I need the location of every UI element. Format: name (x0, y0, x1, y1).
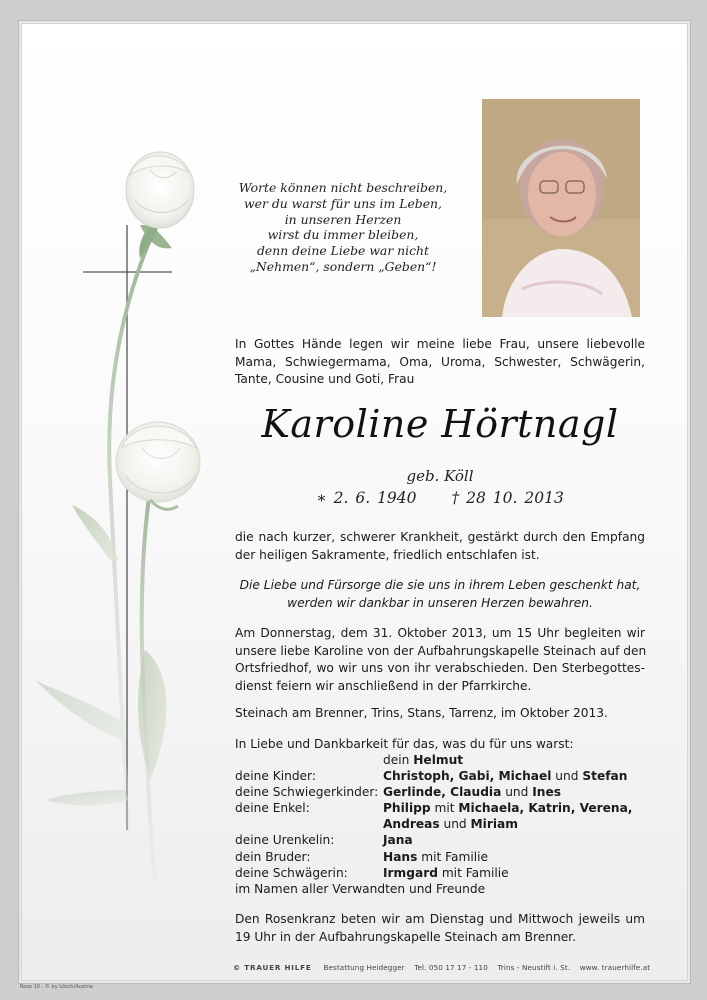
grandchild-name: Miriam (470, 817, 518, 832)
illness-line: die nach kurzer, schwerer Krankheit, gestärkt durch den Empfang (235, 530, 645, 544)
birth-date: ∗ 2. 6. 1940 (316, 489, 417, 507)
with-word: mit (434, 801, 455, 816)
intro-line: Mama, Schwiegermama, Oma, Uroma, Schwester, Schwägerin, (235, 354, 645, 369)
poem-line: in unseren Herzen (284, 211, 402, 227)
poem-line: „Nehmen“, sondern „Geben“! (249, 258, 437, 274)
quote-line: Die Liebe und Fürsorge die sie uns in ihrem Leben geschenkt hat, (239, 578, 641, 592)
intro-text (235, 336, 645, 389)
greatgrandchild-name: Jana (383, 833, 413, 848)
grandchild-name: Andreas (383, 817, 440, 832)
funeral-company: Bestattung Heidegger (323, 963, 405, 972)
sisterinlaw-name: Irmgard (383, 865, 438, 880)
footer-location: Trins - Neustift i. St. (497, 963, 571, 972)
poem-line: Worte können nicht beschreiben, (238, 180, 448, 195)
husband-prefix: dein (383, 753, 410, 767)
closing-line: im Namen aller Verwandten und Freunde (235, 881, 486, 896)
husband-name: Helmut (413, 753, 464, 767)
and-word: und (555, 769, 579, 784)
funeral-line: Ortsfriedhof, wo wir uns von ihr verabschieden. Den Sterbegottes- (235, 661, 645, 675)
death-date: † 28 10. 2013 (451, 489, 564, 507)
inlaws-names: Gerlinde, Claudia (383, 785, 502, 800)
and-word: und (505, 785, 529, 800)
rosary-text (235, 911, 645, 946)
poem-line: denn deine Liebe war nicht (256, 243, 430, 259)
family-suffix: mit Familie (441, 865, 509, 880)
illness-text (235, 529, 645, 564)
family-suffix: mit Familie (421, 849, 489, 864)
deceased-name: Karoline Hörtnagl (261, 402, 619, 446)
footer (233, 963, 653, 972)
funeral-line: unsere liebe Karoline von der Aufbahrungskapelle Steinach auf den (235, 643, 647, 658)
mourner-row-brother (235, 850, 645, 866)
grandchild-names: Michaela, Katrin, Verena, (458, 801, 633, 816)
quote-text (235, 577, 645, 612)
life-dates (235, 489, 645, 507)
funeral-line: Am Donnerstag, dem 31. Oktober 2013, um 15 Uhr begleiten wir (235, 626, 645, 640)
rosary-line: 19 Uhr in der Aufbahrungskapelle Steinach am Brenner. (235, 929, 576, 944)
maiden-name: geb. Köll (406, 467, 474, 485)
poem-line: wer du warst für uns im Leben, (244, 195, 442, 211)
illness-line: der heiligen Sakramente, friedlich entschlafen ist. (235, 547, 540, 562)
mourner-row-sisterinlaw (235, 866, 645, 882)
mourner-row-grandchildren-cont (235, 817, 645, 833)
mourners-list (235, 753, 645, 898)
inlaws-last: Ines (532, 785, 561, 800)
brother-label: dein Bruder: (235, 849, 311, 864)
top-rose (126, 152, 194, 228)
trauerhilfe-logo: © TRAUER HILFE (233, 963, 312, 972)
place-date: Steinach am Brenner, Trins, Stans, Tarrenz, im Oktober 2013. (235, 706, 608, 720)
quote-line: werden wir dankbar in unseren Herzen bewahren. (287, 595, 593, 610)
image-credit: Rose 10 - © by Lösch/Austria (20, 984, 93, 990)
inlaws-label: deine Schwiegerkinder: (235, 785, 379, 800)
poem (205, 180, 481, 275)
children-last: Stefan (582, 769, 628, 784)
poem-line: wirst du immer bleiben, (267, 227, 419, 243)
rosary-line: Den Rosenkranz beten wir am Dienstag und Mittwoch jeweils um (235, 912, 645, 926)
phone-number: Tel. 050 17 17 - 110 (414, 963, 488, 972)
and-word: und (443, 817, 467, 832)
mourner-row-husband (235, 753, 645, 769)
mourners-intro: In Liebe und Dankbarkeit für das, was du für uns warst: (235, 737, 574, 751)
intro-line: In Gottes Hände legen wir meine liebe Frau, unsere liebevolle (235, 337, 645, 351)
intro-line: Tante, Cousine und Goti, Frau (235, 372, 415, 386)
lower-rose (116, 422, 200, 509)
mourner-row-greatgrandchild (235, 833, 645, 849)
grandchildren-label: deine Enkel: (235, 801, 310, 816)
mourner-row-closing (235, 882, 645, 898)
website-link[interactable]: www. trauerhilfe.at (579, 963, 651, 972)
mourner-row-children (235, 769, 645, 785)
funeral-line: dienst feiern wir anschließend in der Pfarrkirche. (235, 678, 532, 693)
mourner-row-inlaws (235, 785, 645, 801)
children-label: deine Kinder: (235, 769, 316, 784)
portrait-photo (482, 99, 640, 317)
greatgrandchild-label: deine Urenkelin: (235, 833, 335, 848)
grandchild-name: Philipp (383, 801, 431, 816)
sisterinlaw-label: deine Schwägerin: (235, 865, 348, 880)
mourner-row-grandchildren (235, 801, 645, 817)
brother-name: Hans (383, 849, 418, 864)
funeral-text (235, 625, 645, 695)
children-names: Christoph, Gabi, Michael (383, 769, 552, 784)
